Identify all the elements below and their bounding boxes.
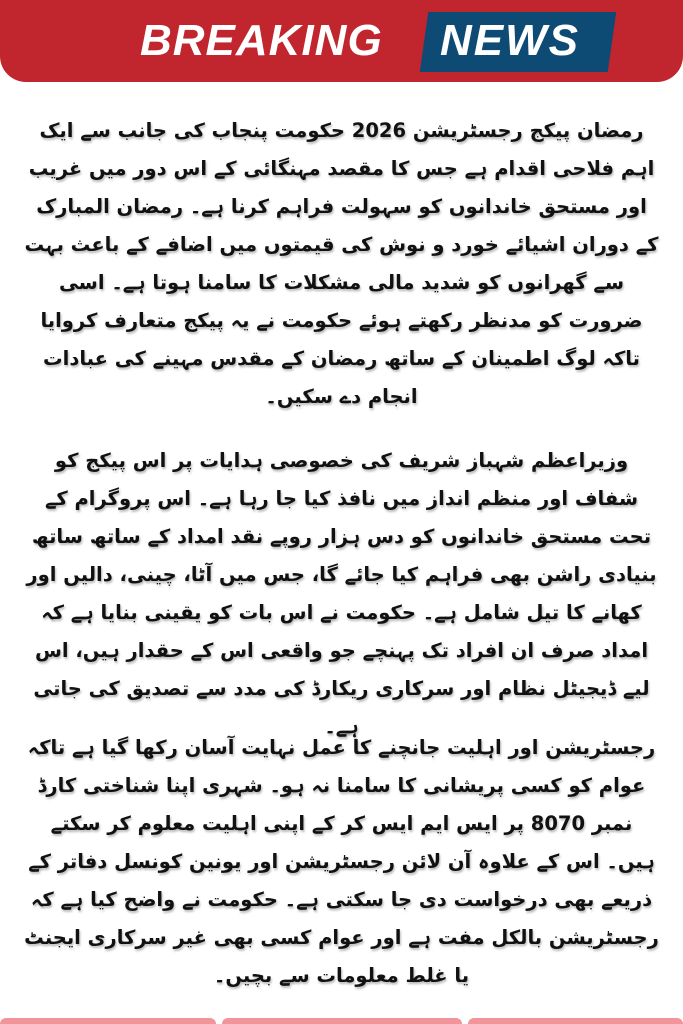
banner-news-text: NEWS — [440, 16, 580, 65]
paragraph-pm-instructions: وزیراعظم شہباز شریف کی خصوصی ہدایات پر اس پیکج کو شفاف اور منظم انداز میں نافذ کیا جا رہا ہے۔ اس پروگرام کے تحت مستحق خاندانوں کو دس ہزار روپے نقد امداد کے ساتھ ساتھ بنیادی راشن بھی فراہم کیا جائے گا، جس میں آٹا، چینی، دالیں اور کھانے کا تیل شامل ہے۔ حکومت نے اس بات کو یقینی بنایا ہے کہ امداد صرف ان افراد تک پہنچے جو واقعی اس کے حقدار ہیں، اس لیے ڈیجیٹل نظام اور سرکاری ریکارڈ کی مدد سے تصدیق کی جاتی ہے۔ — [26, 449, 657, 738]
footer-tab — [222, 1018, 462, 1024]
paragraph-ramzan-package-intro: رمضان پیکج رجسٹریشن 2026 حکومت پنجاب کی جانب سے ایک اہم فلاحی اقدام ہے جس کا مقصد مہنگائی کے اس دور میں غریب اور مستحق خاندانوں کو سہولت فراہم کرنا ہے۔ رمضان المبارک کے دوران اشیائے خورد و نوش کی قیمتوں میں اضافے کے باعث بہت سے گھرانوں کو شدید مالی مشکلات کا سامنا ہوتا ہے۔ اسی ضرورت کو مدنظر رکھتے ہوئے حکومت نے یہ پیکج متعارف کروایا تاکہ لوگ اطمینان کے ساتھ رمضان کے مقدس مہینے کی عبادات انجام دے سکیں۔ — [24, 119, 659, 408]
banner-breaking-text: BREAKING — [140, 16, 383, 65]
footer-tab — [0, 1018, 216, 1024]
footer-tab — [468, 1018, 683, 1024]
paragraph-registration-process: رجسٹریشن اور اہلیت جانچنے کا عمل نہایت آسان رکھا گیا ہے تاکہ عوام کو کسی پریشانی کا سامنا نہ ہو۔ شہری اپنا شناختی کارڈ نمبر 8070 پر ایس ایم ایس کر کے اپنی اہلیت معلوم کر سکتے ہیں۔ اس کے علاوہ آن لائن رجسٹریشن اور یونین کونسل دفاتر کے ذریعے بھی درخواست دی جا سکتی ہے۔ حکومت نے واضح کیا ہے کہ رجسٹریشن بالکل مفت ہے اور عوام کسی بھی غیر سرکاری ایجنٹ یا غلط معلومات سے بچیں۔ — [24, 736, 659, 987]
footer-tab-strip — [0, 1018, 683, 1024]
breaking-news-banner — [0, 0, 683, 82]
